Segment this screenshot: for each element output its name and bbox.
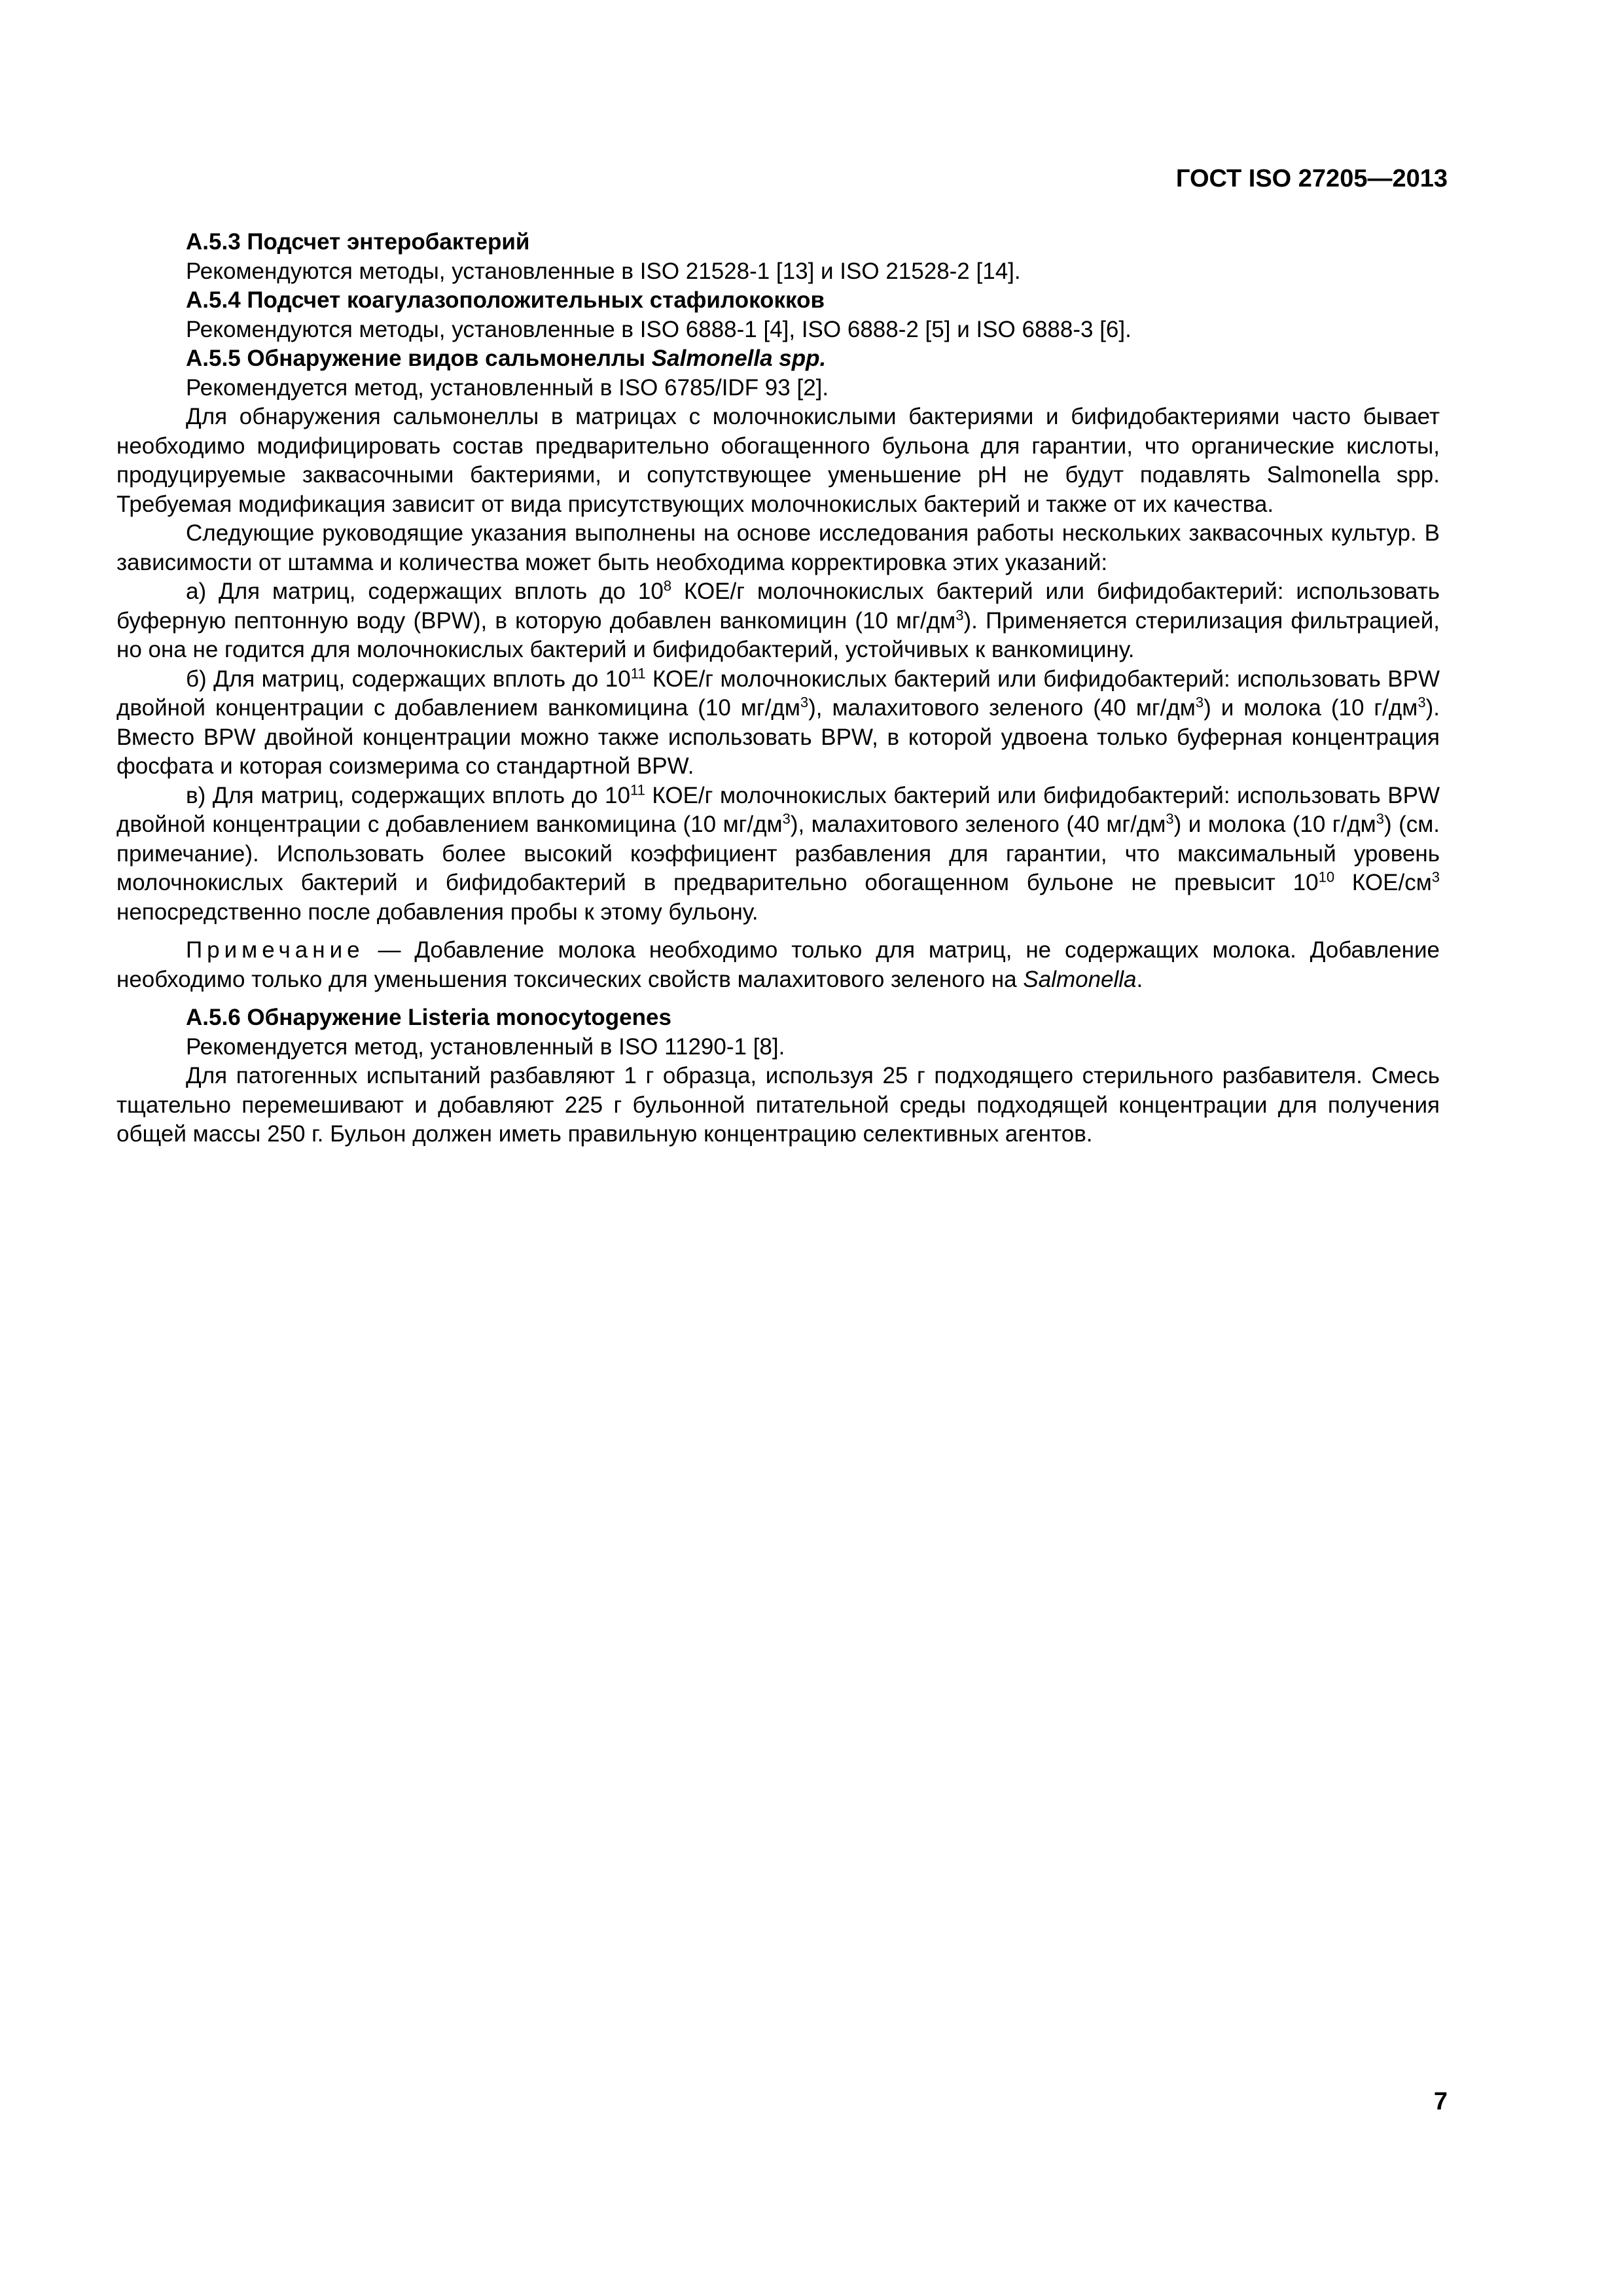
section-heading-a54: А.5.4 Подсчет коагулазоположительных стафилококков xyxy=(186,287,825,313)
paragraph: Для обнаружения сальмонеллы в матрицах с молочнокислыми бактериями и бифидобактериями часто бывает необходимо модифицировать состав предварительно обогащенного бульона для гарантии, что органические кислоты, продуцируемые заквасочными бактериями, и сопутствующее уменьшение pH не будут подавлять Salmonella spp. Требуемая модификация зависит от вида присутствующих молочнокислых бактерий и также от их качества. xyxy=(116,404,1440,517)
document-id: ГОСТ ISO 27205—2013 xyxy=(1175,165,1448,192)
list-item-c: в) Для матриц, содержащих вплоть до $10^{11}$ КОЕ/г молочнокислых бактерий или бифидобактерий: использовать BPW двойной концентрации с добавлением ванкомицина (10 $мг/дм^3$), малахитового зеленого (40 $мг/дм^3$) и молока (10 $г/дм^3$) (см. примечание). Использовать более высокий коэффициент разбавления для гарантии, что максимальный уровень молочнокислых бактерий и бифидобактерий в предварительно обогащенном бульоне не превысит $10^{10}$ КОЕ/$см^3$ непосредственно после добавления пробы к этому бульону. xyxy=(116,781,1440,925)
paragraph: Рекомендуются методы, установленные в ISO 21528-1 [13] и ISO 21528-2 [14]. xyxy=(186,258,1021,284)
list-item-b: б) Для матриц, содержащих вплоть до $10^{11}$ КОЕ/г молочнокислых бактерий или бифидобактерий: использовать BPW двойной концентрации с добавлением ванкомицина (10 $мг/дм^3$), малахитового зеленого (40 $мг/дм^3$) и молока (10 $г/дм^3$). Вместо BPW двойной концентрации можно также использовать BPW, в которой удвоена только буферная концентрация фосфата и которая соизмерима со стандартной BPW. xyxy=(116,664,1440,779)
paragraph: Рекомендуется метод, установленный в ISO 11290-1 [8]. xyxy=(186,1033,785,1060)
section-heading-a53: А.5.3 Подсчет энтеробактерий xyxy=(186,229,530,255)
section-heading-a55: А.5.5 Обнаружение видов сальмонеллы Salmonella spp. xyxy=(186,346,827,371)
italic-species: Salmonella spp. xyxy=(651,346,827,371)
document-body xyxy=(116,228,1440,1149)
paragraph: Для патогенных испытаний разбавляют 1 г образца, используя 25 г подходящего стерильного разбавителя. Смесь тщательно перемешивают и добавляют 225 г бульонной питательной среды подходящей концентрации для получения общей массы 250 г. Бульон должен иметь правильную концентрацию селективных агентов. xyxy=(116,1063,1440,1147)
note-label: Примечание xyxy=(186,937,365,963)
paragraph: Рекомендуются методы, установленные в ISO 6888-1 [4], ISO 6888-2 [5] и ISO 6888-3 [6]. xyxy=(186,316,1132,342)
paragraph: Рекомендуется метод, установленный в ISO 6785/IDF 93 [2]. xyxy=(186,374,829,401)
section-heading-a56: А.5.6 Обнаружение Listeria monocytogenes xyxy=(186,1005,671,1030)
page-number: 7 xyxy=(1433,2088,1448,2115)
note: Примечание — Добавление молока необходимо только для матриц, не содержащих молока. Добавление необходимо только для уменьшения токсических свойств малахитового зеленого на Salmonella. xyxy=(116,937,1440,992)
paragraph: Следующие руководящие указания выполнены на основе исследования работы нескольких заквасочных культур. В зависимости от штамма и количества может быть необходима корректировка этих указаний: xyxy=(116,520,1440,575)
list-item-a: а) Для матриц, содержащих вплоть до $10^8$ КОЕ/г молочнокислых бактерий или бифидобактерий: использовать буферную пептонную воду (BPW), в которую добавлен ванкомицин (10 $мг/дм^3$). Применяется стерилизация фильтрацией, но она не годится для молочнокислых бактерий и бифидобактерий, устойчивых к ванкомицину. xyxy=(116,577,1440,662)
